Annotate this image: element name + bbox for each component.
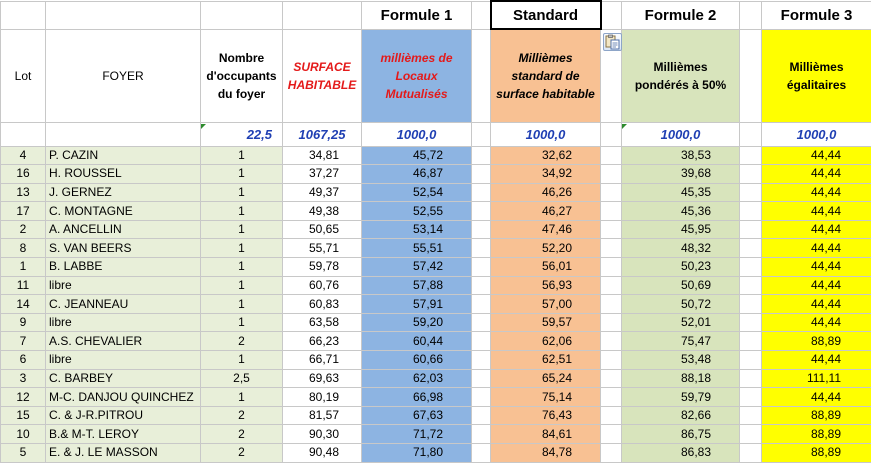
header-surface[interactable]: SURFACE HABITABLE xyxy=(283,29,362,122)
cell-formule1[interactable]: 52,55 xyxy=(362,202,472,221)
cell-occupants[interactable]: 1 xyxy=(201,165,283,184)
cell-lot[interactable]: 4 xyxy=(1,146,46,165)
gap-column[interactable] xyxy=(740,388,762,407)
cell-occupants[interactable]: 1 xyxy=(201,239,283,258)
cell-lot[interactable]: 9 xyxy=(1,313,46,332)
header-foyer[interactable]: FOYER xyxy=(46,29,201,122)
cell-occupants[interactable]: 1 xyxy=(201,295,283,314)
gap-column[interactable] xyxy=(740,369,762,388)
header-lot[interactable]: Lot xyxy=(1,29,46,122)
cell-lot[interactable]: 1 xyxy=(1,258,46,277)
cell-formule3[interactable]: 44,44 xyxy=(762,388,871,407)
cell-occupants[interactable]: 1 xyxy=(201,258,283,277)
cell-standard[interactable]: 52,20 xyxy=(491,239,601,258)
error-indicator-icon xyxy=(622,124,627,129)
header-occupants[interactable]: Nombre d'occupants du foyer xyxy=(201,29,283,122)
cell-formule1[interactable]: 57,88 xyxy=(362,276,472,295)
header-formule2[interactable]: Millièmes pondérés à 50% xyxy=(622,29,740,122)
cell-foyer[interactable]: J. GERNEZ xyxy=(46,183,201,202)
cell-occupants[interactable]: 1 xyxy=(201,146,283,165)
cell-formule3[interactable]: 88,89 xyxy=(762,425,871,444)
cell-foyer[interactable]: C. JEANNEAU xyxy=(46,295,201,314)
cell-formule1[interactable]: 57,91 xyxy=(362,295,472,314)
cell-formule3[interactable]: 44,44 xyxy=(762,220,871,239)
gap-column[interactable] xyxy=(601,295,622,314)
table-row xyxy=(1,351,871,370)
gap-column[interactable] xyxy=(601,388,622,407)
cell-lot[interactable]: 10 xyxy=(1,425,46,444)
cell-formule1[interactable]: 53,14 xyxy=(362,220,472,239)
table-row xyxy=(1,276,871,295)
cell-empty[interactable] xyxy=(283,1,362,29)
cell-formule3[interactable]: 44,44 xyxy=(762,276,871,295)
cell-lot[interactable]: 17 xyxy=(1,202,46,221)
gap-column[interactable] xyxy=(601,220,622,239)
gap-column[interactable] xyxy=(472,444,491,463)
cell-formule2[interactable]: 82,66 xyxy=(622,406,740,425)
cell-formule3[interactable]: 44,44 xyxy=(762,258,871,277)
cell-formule2[interactable]: 38,53 xyxy=(622,146,740,165)
gap-column[interactable] xyxy=(472,165,491,184)
cell-foyer[interactable]: A.S. CHEVALIER xyxy=(46,332,201,351)
total-formule2[interactable]: 1000,0 xyxy=(622,122,740,146)
gap-column[interactable] xyxy=(740,1,762,29)
gap-column[interactable] xyxy=(740,146,762,165)
cell-standard[interactable]: 65,24 xyxy=(491,369,601,388)
cell-standard[interactable]: 59,57 xyxy=(491,313,601,332)
cell-foyer[interactable]: libre xyxy=(46,351,201,370)
cell-lot[interactable]: 2 xyxy=(1,220,46,239)
gap-column[interactable] xyxy=(740,295,762,314)
cell-formule1[interactable]: 60,66 xyxy=(362,351,472,370)
formula-3-header[interactable]: Formule 3 xyxy=(762,1,871,29)
cell-occupants[interactable]: 2 xyxy=(201,406,283,425)
table-row xyxy=(1,313,871,332)
gap-column[interactable] xyxy=(472,239,491,258)
cell-lot[interactable]: 5 xyxy=(1,444,46,463)
total-formule3[interactable]: 1000,0 xyxy=(762,122,871,146)
table-row xyxy=(1,202,871,221)
gap-column[interactable] xyxy=(472,332,491,351)
cell-standard[interactable]: 32,62 xyxy=(491,146,601,165)
cell-formule1[interactable]: 59,20 xyxy=(362,313,472,332)
cell-standard[interactable]: 57,00 xyxy=(491,295,601,314)
cell-occupants[interactable]: 2 xyxy=(201,332,283,351)
table-row xyxy=(1,183,871,202)
gap-column[interactable] xyxy=(601,183,622,202)
cell-lot[interactable]: 14 xyxy=(1,295,46,314)
cell-surface[interactable]: 60,76 xyxy=(283,276,362,295)
gap-column[interactable] xyxy=(740,220,762,239)
cell-lot[interactable]: 3 xyxy=(1,369,46,388)
cell-lot[interactable]: 7 xyxy=(1,332,46,351)
cell-formule3[interactable]: 44,44 xyxy=(762,165,871,184)
gap-column[interactable] xyxy=(740,122,762,146)
total-surface[interactable]: 1067,25 xyxy=(283,122,362,146)
gap-column[interactable] xyxy=(601,313,622,332)
cell-formule2[interactable]: 45,95 xyxy=(622,220,740,239)
gap-column[interactable] xyxy=(472,146,491,165)
header-formule1[interactable]: millièmes de Locaux Mutualisés xyxy=(362,29,472,122)
cell-surface[interactable]: 81,57 xyxy=(283,406,362,425)
gap-column[interactable] xyxy=(601,276,622,295)
cell-formule3[interactable]: 44,44 xyxy=(762,295,871,314)
cell-lot[interactable]: 15 xyxy=(1,406,46,425)
cell-standard[interactable]: 84,61 xyxy=(491,425,601,444)
gap-column[interactable] xyxy=(601,444,622,463)
gap-column[interactable] xyxy=(472,313,491,332)
gap-column[interactable] xyxy=(601,351,622,370)
cell-surface[interactable]: 63,58 xyxy=(283,313,362,332)
gap-column[interactable] xyxy=(740,313,762,332)
cell-formule3[interactable]: 44,44 xyxy=(762,183,871,202)
cell-standard[interactable]: 75,14 xyxy=(491,388,601,407)
cell-foyer[interactable]: B. LABBE xyxy=(46,258,201,277)
gap-column[interactable] xyxy=(472,1,491,29)
cell-foyer[interactable]: H. ROUSSEL xyxy=(46,165,201,184)
cell-standard[interactable]: 56,01 xyxy=(491,258,601,277)
cell-formule2[interactable]: 48,32 xyxy=(622,239,740,258)
header-formule3[interactable]: Millièmes égalitaires xyxy=(762,29,871,122)
cell-standard[interactable]: 46,26 xyxy=(491,183,601,202)
gap-column[interactable] xyxy=(740,165,762,184)
total-occupants[interactable]: 22,5 xyxy=(201,122,283,146)
cell-occupants[interactable]: 1 xyxy=(201,388,283,407)
cell-occupants[interactable]: 1 xyxy=(201,351,283,370)
cell-formule1[interactable]: 57,42 xyxy=(362,258,472,277)
cell-occupants[interactable]: 1 xyxy=(201,313,283,332)
formula-header-row xyxy=(1,1,871,29)
total-formule1[interactable]: 1000,0 xyxy=(362,122,472,146)
cell-foyer[interactable]: libre xyxy=(46,313,201,332)
table-row xyxy=(1,239,871,258)
cell-formule3[interactable]: 44,44 xyxy=(762,202,871,221)
cell-standard[interactable]: 47,46 xyxy=(491,220,601,239)
cell-formule2[interactable]: 45,35 xyxy=(622,183,740,202)
gap-column[interactable] xyxy=(601,425,622,444)
cell-surface[interactable]: 34,81 xyxy=(283,146,362,165)
cell-surface[interactable]: 49,38 xyxy=(283,202,362,221)
cell-foyer[interactable]: C. & J-R.PITROU xyxy=(46,406,201,425)
gap-column[interactable] xyxy=(601,202,622,221)
cell-lot[interactable]: 8 xyxy=(1,239,46,258)
cell-formule1[interactable]: 62,03 xyxy=(362,369,472,388)
paste-options-icon xyxy=(604,34,621,50)
cell-standard[interactable]: 62,06 xyxy=(491,332,601,351)
cell-formule3[interactable]: 88,89 xyxy=(762,332,871,351)
cell-standard[interactable]: 84,78 xyxy=(491,444,601,463)
cell-formule1[interactable]: 55,51 xyxy=(362,239,472,258)
formula-1-header[interactable]: Formule 1 xyxy=(362,1,472,29)
cell-formule1[interactable]: 67,63 xyxy=(362,406,472,425)
cell-formule2[interactable]: 50,23 xyxy=(622,258,740,277)
cell-formule3[interactable]: 88,89 xyxy=(762,406,871,425)
table-row xyxy=(1,165,871,184)
cell-formule2[interactable]: 75,47 xyxy=(622,332,740,351)
cell-foyer[interactable]: C. MONTAGNE xyxy=(46,202,201,221)
cell-surface[interactable]: 59,78 xyxy=(283,258,362,277)
cell-lot[interactable]: 6 xyxy=(1,351,46,370)
paste-options-button[interactable] xyxy=(603,33,622,51)
gap-column[interactable] xyxy=(472,183,491,202)
cell-standard[interactable]: 46,27 xyxy=(491,202,601,221)
gap-column[interactable] xyxy=(472,202,491,221)
cell-occupants[interactable]: 2 xyxy=(201,425,283,444)
gap-column[interactable] xyxy=(740,425,762,444)
gap-column[interactable] xyxy=(740,258,762,277)
cell-formule3[interactable]: 111,11 xyxy=(762,369,871,388)
gap-column[interactable] xyxy=(472,406,491,425)
cell-surface[interactable]: 80,19 xyxy=(283,388,362,407)
error-indicator-icon xyxy=(201,124,206,129)
gap-column[interactable] xyxy=(472,295,491,314)
cell-empty[interactable] xyxy=(201,1,283,29)
column-header-row xyxy=(1,29,871,122)
cell-surface[interactable]: 66,23 xyxy=(283,332,362,351)
cell-empty[interactable] xyxy=(46,122,201,146)
table-row xyxy=(1,332,871,351)
gap-column[interactable] xyxy=(472,425,491,444)
cell-empty[interactable] xyxy=(46,1,201,29)
cell-lot[interactable]: 12 xyxy=(1,388,46,407)
cell-formule3[interactable]: 44,44 xyxy=(762,313,871,332)
cell-empty[interactable] xyxy=(1,1,46,29)
table-row xyxy=(1,146,871,165)
cell-surface[interactable]: 90,48 xyxy=(283,444,362,463)
cell-formule2[interactable]: 86,83 xyxy=(622,444,740,463)
cell-formule1[interactable]: 66,98 xyxy=(362,388,472,407)
cell-surface[interactable]: 49,37 xyxy=(283,183,362,202)
cell-foyer[interactable]: libre xyxy=(46,276,201,295)
gap-column[interactable] xyxy=(472,258,491,277)
gap-column[interactable] xyxy=(472,276,491,295)
gap-column[interactable] xyxy=(740,406,762,425)
cell-standard[interactable]: 34,92 xyxy=(491,165,601,184)
gap-column[interactable] xyxy=(601,1,622,29)
cell-formule1[interactable]: 45,72 xyxy=(362,146,472,165)
cell-foyer[interactable]: S. VAN BEERS xyxy=(46,239,201,258)
gap-column[interactable] xyxy=(472,122,491,146)
cell-formule2[interactable]: 88,18 xyxy=(622,369,740,388)
gap-column[interactable] xyxy=(601,369,622,388)
gap-column[interactable] xyxy=(601,165,622,184)
cell-formule1[interactable]: 52,54 xyxy=(362,183,472,202)
cell-surface[interactable]: 50,65 xyxy=(283,220,362,239)
cell-formule2[interactable]: 45,36 xyxy=(622,202,740,221)
cell-lot[interactable]: 16 xyxy=(1,165,46,184)
cell-surface[interactable]: 66,71 xyxy=(283,351,362,370)
gap-column[interactable] xyxy=(740,351,762,370)
gap-column[interactable] xyxy=(740,183,762,202)
cell-formule2[interactable]: 86,75 xyxy=(622,425,740,444)
gap-column[interactable] xyxy=(740,29,762,122)
cell-formule3[interactable]: 44,44 xyxy=(762,239,871,258)
gap-column[interactable] xyxy=(472,388,491,407)
header-standard[interactable]: Millièmes standard de surface habitable xyxy=(491,29,601,122)
cell-formule1[interactable]: 71,80 xyxy=(362,444,472,463)
cell-lot[interactable]: 13 xyxy=(1,183,46,202)
table-row xyxy=(1,295,871,314)
cell-occupants[interactable]: 1 xyxy=(201,183,283,202)
table-row xyxy=(1,444,871,463)
table-row xyxy=(1,258,871,277)
gap-column[interactable] xyxy=(601,258,622,277)
cell-empty[interactable] xyxy=(1,122,46,146)
total-standard[interactable]: 1000,0 xyxy=(491,122,601,146)
cell-formule2[interactable]: 39,68 xyxy=(622,165,740,184)
gap-column[interactable] xyxy=(740,276,762,295)
cell-occupants[interactable]: 1 xyxy=(201,276,283,295)
cell-formule1[interactable]: 60,44 xyxy=(362,332,472,351)
cell-standard[interactable]: 56,93 xyxy=(491,276,601,295)
cell-occupants[interactable]: 2,5 xyxy=(201,369,283,388)
gap-column[interactable] xyxy=(601,406,622,425)
gap-column[interactable] xyxy=(601,239,622,258)
cell-formule2[interactable]: 50,72 xyxy=(622,295,740,314)
cell-standard[interactable]: 76,43 xyxy=(491,406,601,425)
gap-column[interactable] xyxy=(472,351,491,370)
cell-surface[interactable]: 90,30 xyxy=(283,425,362,444)
cell-formule1[interactable]: 71,72 xyxy=(362,425,472,444)
cell-foyer[interactable]: B.& M-T. LEROY xyxy=(46,425,201,444)
standard-header[interactable]: Standard xyxy=(491,1,601,29)
table-row xyxy=(1,388,871,407)
cell-lot[interactable]: 11 xyxy=(1,276,46,295)
cell-formule3[interactable]: 88,89 xyxy=(762,444,871,463)
cell-surface[interactable]: 60,83 xyxy=(283,295,362,314)
gap-column[interactable] xyxy=(601,332,622,351)
gap-column[interactable] xyxy=(472,369,491,388)
cell-formule2[interactable]: 59,79 xyxy=(622,388,740,407)
cell-formule3[interactable]: 44,44 xyxy=(762,146,871,165)
gap-column[interactable] xyxy=(740,239,762,258)
cell-foyer[interactable]: C. BARBEY xyxy=(46,369,201,388)
table-row xyxy=(1,406,871,425)
cell-formule1[interactable]: 46,87 xyxy=(362,165,472,184)
cell-foyer[interactable]: M-C. DANJOU QUINCHEZ xyxy=(46,388,201,407)
cell-formule2[interactable]: 53,48 xyxy=(622,351,740,370)
cell-formule2[interactable]: 50,69 xyxy=(622,276,740,295)
gap-column[interactable] xyxy=(601,146,622,165)
cell-occupants[interactable]: 2 xyxy=(201,444,283,463)
gap-column[interactable] xyxy=(740,444,762,463)
cell-occupants[interactable]: 1 xyxy=(201,202,283,221)
gap-column[interactable] xyxy=(740,332,762,351)
cell-foyer[interactable]: P. CAZIN xyxy=(46,146,201,165)
cell-surface[interactable]: 55,71 xyxy=(283,239,362,258)
totals-row xyxy=(1,122,871,146)
cell-foyer[interactable]: E. & J. LE MASSON xyxy=(46,444,201,463)
cell-formule2[interactable]: 52,01 xyxy=(622,313,740,332)
cell-occupants[interactable]: 1 xyxy=(201,220,283,239)
cell-standard[interactable]: 62,51 xyxy=(491,351,601,370)
gap-column[interactable] xyxy=(472,29,491,122)
table-row xyxy=(1,220,871,239)
gap-column[interactable] xyxy=(601,122,622,146)
table-row xyxy=(1,425,871,444)
table-row xyxy=(1,369,871,388)
gap-column[interactable] xyxy=(740,202,762,221)
cell-foyer[interactable]: A. ANCELLIN xyxy=(46,220,201,239)
cell-surface[interactable]: 69,63 xyxy=(283,369,362,388)
cell-formule3[interactable]: 44,44 xyxy=(762,351,871,370)
formula-2-header[interactable]: Formule 2 xyxy=(622,1,740,29)
gap-column[interactable] xyxy=(472,220,491,239)
cell-surface[interactable]: 37,27 xyxy=(283,165,362,184)
